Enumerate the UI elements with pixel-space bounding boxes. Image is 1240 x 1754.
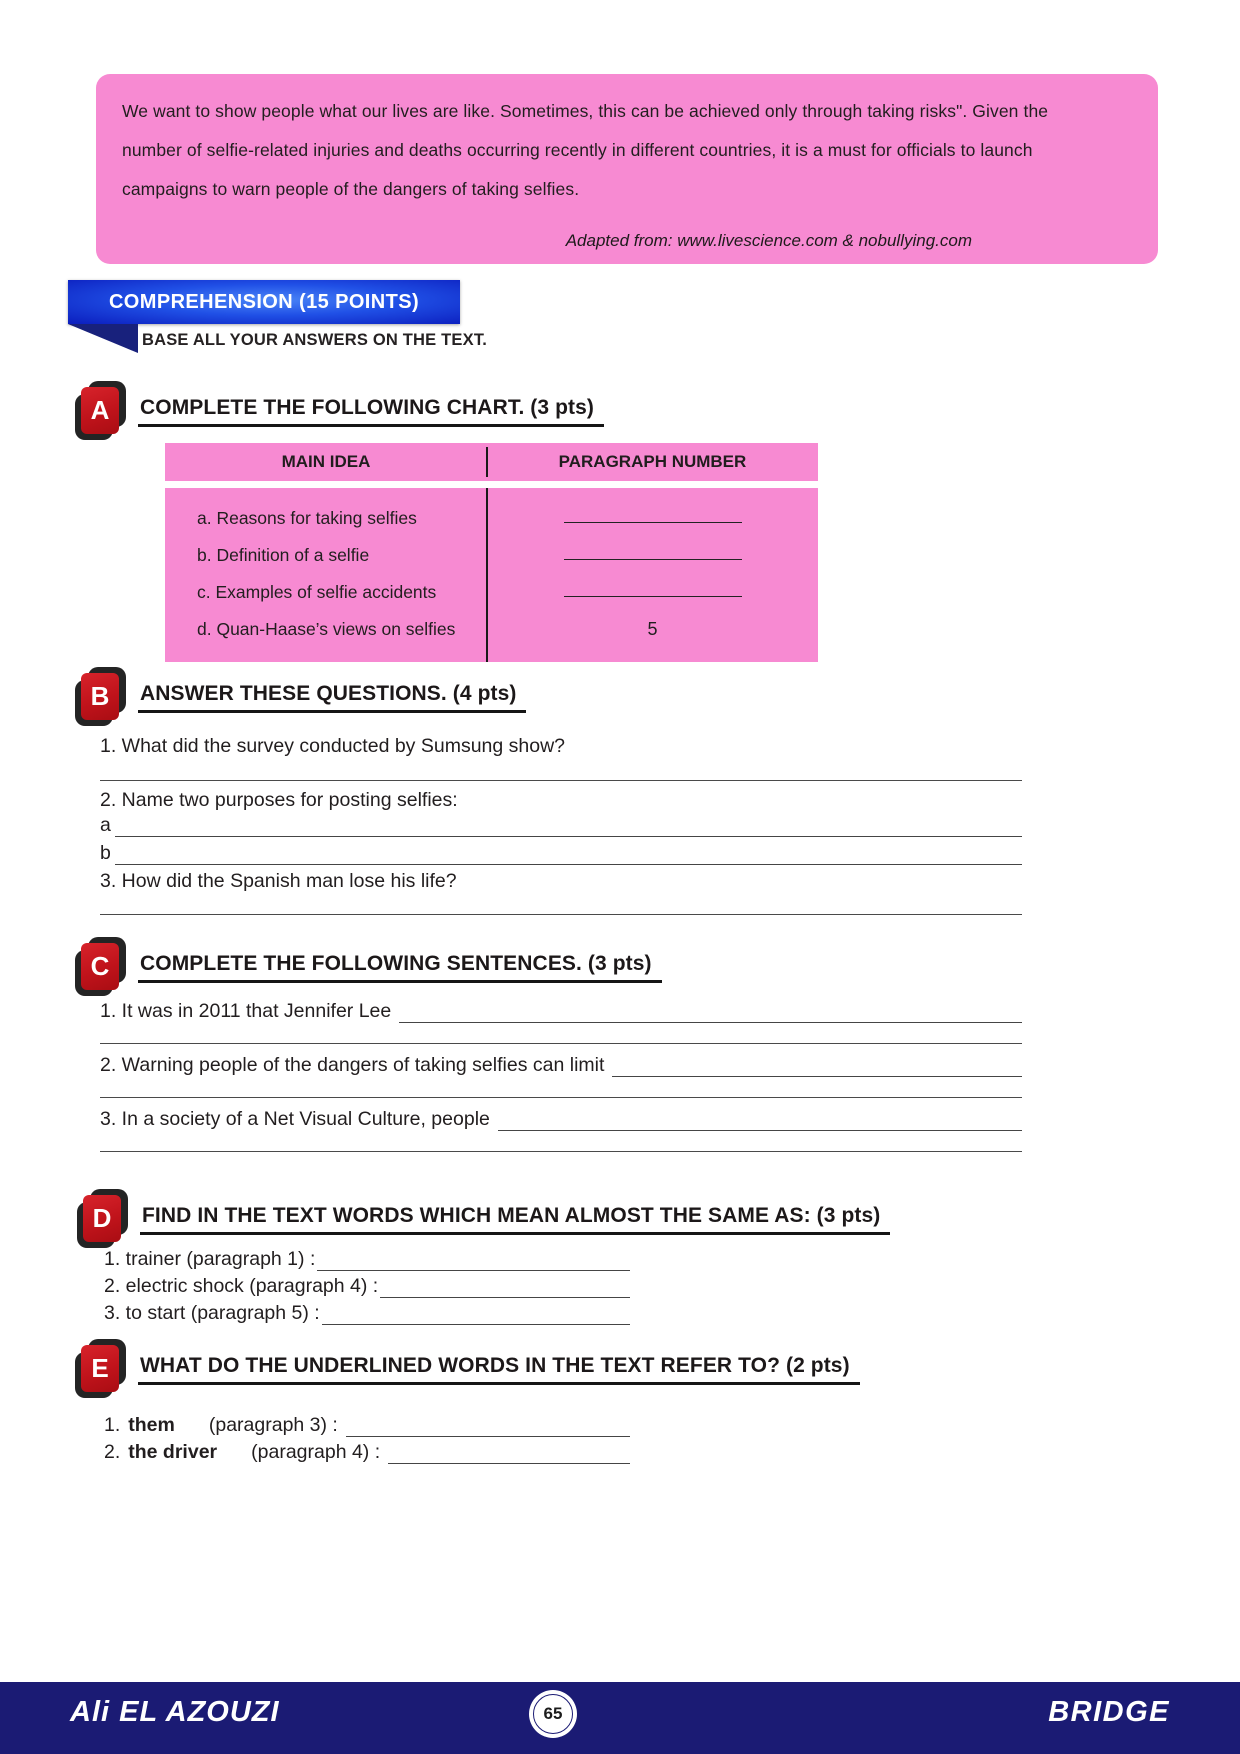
banner-subtitle: BASE ALL YOUR ANSWERS ON THE TEXT. — [142, 331, 488, 349]
passage-box — [96, 74, 1158, 264]
section-d-heading — [80, 1192, 890, 1246]
section-d-badge-letter: D — [83, 1195, 121, 1242]
table-row — [165, 574, 818, 611]
table-cell-number — [487, 574, 818, 611]
reference-e1-rest: (paragraph 3) : — [208, 1414, 338, 1436]
answer-line — [388, 1462, 630, 1464]
answer-line — [317, 1269, 630, 1271]
sentence-c3: 3. In a society of a Net Visual Culture, people — [100, 1108, 490, 1130]
answer-line — [115, 835, 1022, 837]
table-divider — [486, 447, 488, 477]
section-c-badge-letter: C — [81, 943, 119, 990]
answer-blank — [564, 522, 742, 523]
answer-line — [100, 914, 1022, 915]
comprehension-banner — [68, 280, 460, 324]
banner-ribbon-fold — [68, 324, 138, 353]
passage-source: Adapted from: www.livescience.com & nobullying.com — [565, 231, 972, 250]
section-b-badge — [78, 670, 126, 724]
table-row — [165, 500, 818, 537]
section-c-heading — [78, 940, 662, 994]
question-b2: 2. Name two purposes for posting selfies: — [100, 789, 458, 811]
page-number: 65 — [533, 1694, 573, 1734]
passage-line: campaigns to warn people of the dangers of taking selfies. — [122, 179, 580, 199]
table-row — [165, 611, 818, 648]
answer-line — [498, 1129, 1022, 1131]
question-b2b-label: b — [100, 842, 111, 864]
table-cell-number — [487, 611, 818, 648]
table-gap — [165, 481, 818, 488]
reference-e2-number: 2. — [104, 1441, 121, 1463]
section-a-heading — [78, 384, 604, 438]
banner-title: COMPREHENSION (15 POINTS) — [108, 290, 420, 313]
table-cell-idea: c. Examples of selfie accidents — [197, 582, 437, 602]
vocab-d2: 2. electric shock (paragraph 4) : — [104, 1275, 379, 1297]
reference-e2-word: the driver — [128, 1441, 218, 1463]
answer-line — [399, 1021, 1022, 1023]
sentence-c1: 1. It was in 2011 that Jennifer Lee — [100, 1000, 392, 1022]
passage-line: We want to show people what our lives are like. Sometimes, this can be achieved only through taking risks". Given the — [122, 101, 1049, 121]
question-b2a-row — [100, 814, 1022, 837]
section-a-badge-letter: A — [81, 387, 119, 434]
reference-e1-number: 1. — [104, 1414, 121, 1436]
section-e-badge — [78, 1342, 126, 1396]
answer-line — [612, 1075, 1022, 1077]
section-b-title: ANSWER THESE QUESTIONS. (4 pts) — [138, 682, 526, 713]
table-divider — [486, 488, 488, 662]
footer-brand: BRIDGE — [1048, 1696, 1170, 1728]
table-cell-idea: b. Definition of a selfie — [197, 545, 370, 565]
section-d-badge — [80, 1192, 128, 1246]
vocab-d3-row — [104, 1302, 630, 1325]
section-a-badge — [78, 384, 126, 438]
main-idea-table — [165, 443, 818, 662]
table-header-main-idea: MAIN IDEA — [281, 452, 371, 471]
vocab-d2-row — [104, 1275, 630, 1298]
section-e-heading — [78, 1342, 860, 1396]
section-b-badge-letter: B — [81, 673, 119, 720]
section-a-title: COMPLETE THE FOLLOWING CHART. (3 pts) — [138, 396, 604, 427]
section-c-badge — [78, 940, 126, 994]
answer-blank — [564, 559, 742, 560]
paragraph-number-value: 5 — [647, 619, 658, 639]
table-body — [165, 488, 818, 662]
sentence-c2: 2. Warning people of the dangers of taking selfies can limit — [100, 1054, 605, 1076]
table-cell-number — [487, 537, 818, 574]
footer-author: Ali EL AZOUZI — [70, 1696, 280, 1728]
vocab-d1-row — [104, 1248, 630, 1271]
section-e-badge-letter: E — [81, 1345, 119, 1392]
question-b3: 3. How did the Spanish man lose his life? — [100, 870, 457, 892]
reference-e2-rest: (paragraph 4) : — [251, 1441, 381, 1463]
answer-line — [100, 780, 1022, 781]
reference-e1-word: them — [128, 1414, 175, 1436]
table-row — [165, 537, 818, 574]
sentence-c3-row — [100, 1108, 1022, 1131]
vocab-d3: 3. to start (paragraph 5) : — [104, 1302, 320, 1324]
answer-blank — [564, 596, 742, 597]
sentence-c2-row — [100, 1054, 1022, 1077]
answer-line — [115, 863, 1022, 865]
passage-line: number of selfie-related injuries and deaths occurring recently in different countries, it is a must for officials to launch — [122, 140, 1033, 160]
answer-line — [380, 1296, 630, 1298]
table-header-paragraph-number: PARAGRAPH NUMBER — [558, 452, 747, 471]
table-header-row — [165, 443, 818, 481]
question-b2a-label: a — [100, 814, 111, 836]
reference-e1-row — [104, 1414, 630, 1437]
answer-line — [346, 1435, 630, 1437]
footer-bar — [0, 1682, 1240, 1754]
table-cell-idea: d. Quan-Haase’s views on selfies — [197, 619, 456, 639]
answer-line — [100, 1097, 1022, 1098]
table-cell-idea: a. Reasons for taking selfies — [197, 508, 417, 528]
section-c-title: COMPLETE THE FOLLOWING SENTENCES. (3 pts) — [138, 952, 662, 983]
question-b2b-row — [100, 842, 1022, 865]
section-b-heading — [78, 670, 526, 724]
page-number-circle — [529, 1690, 577, 1738]
section-e-title: WHAT DO THE UNDERLINED WORDS IN THE TEXT REFER TO? (2 pts) — [138, 1354, 860, 1385]
question-b1: 1. What did the survey conducted by Sumsung show? — [100, 735, 566, 757]
answer-line — [100, 1151, 1022, 1152]
vocab-d1: 1. trainer (paragraph 1) : — [104, 1248, 316, 1270]
sentence-c1-row — [100, 1000, 1022, 1023]
table-cell-number — [487, 500, 818, 537]
section-d-title: FIND IN THE TEXT WORDS WHICH MEAN ALMOST THE SAME AS: (3 pts) — [140, 1204, 890, 1235]
answer-line — [322, 1323, 630, 1325]
answer-line — [100, 1043, 1022, 1044]
reference-e2-row — [104, 1441, 630, 1464]
